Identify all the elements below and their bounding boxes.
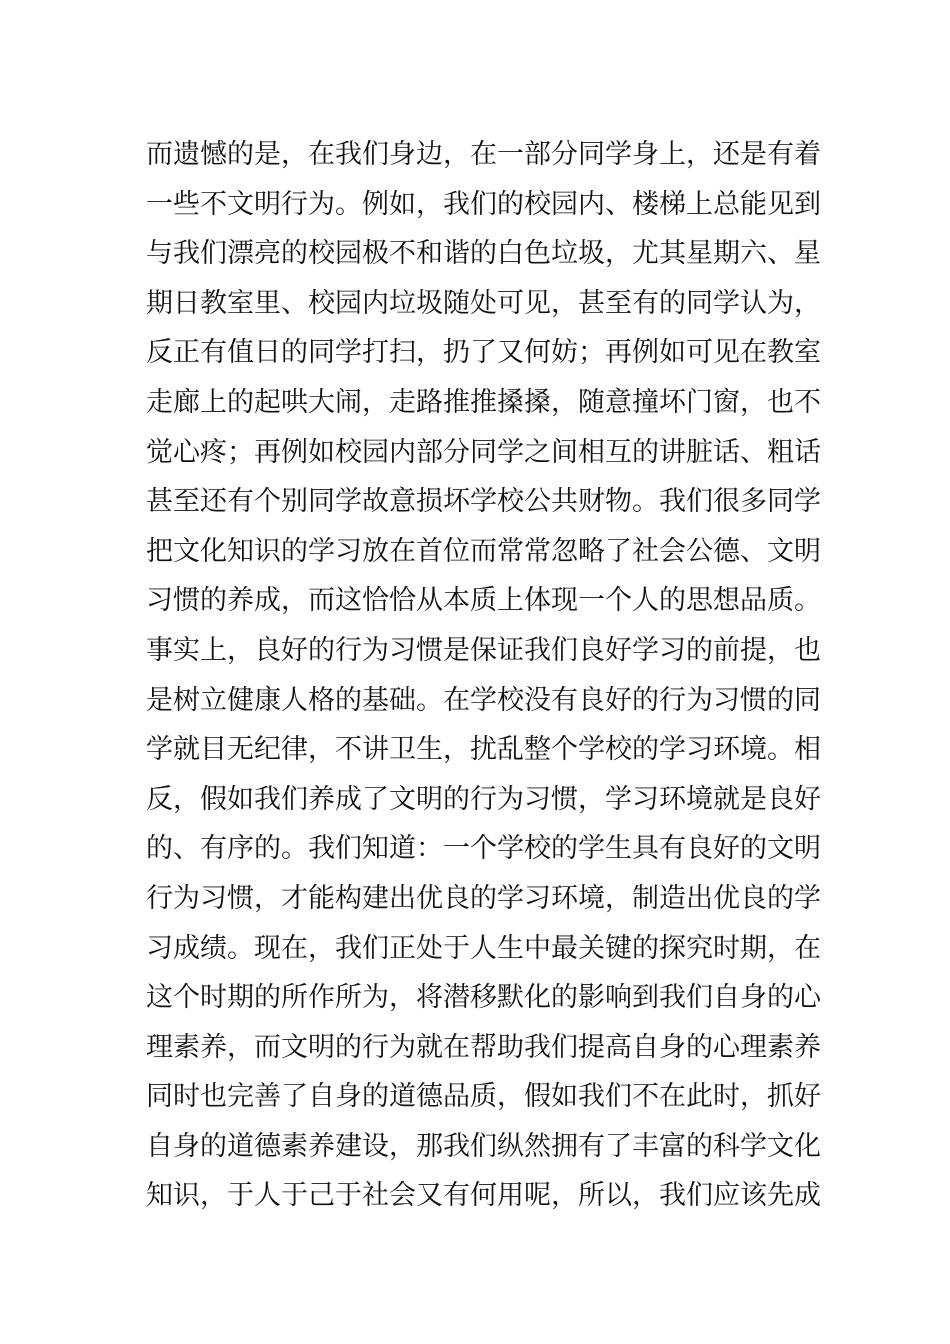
text-line-17: 习成绩。现在，我们正处于人生中最关键的探究时期，在 xyxy=(146,932,821,964)
text-line-1: 而遗憾的是，在我们身边，在一部分同学身上，还是有着 xyxy=(146,139,821,170)
body-text xyxy=(146,130,826,1221)
text-line-14: 反，假如我们养成了文明的行为习惯，学习环境就是良好 xyxy=(146,783,821,815)
text-line-6: 走廊上的起哄大闹，走路推推搡搡，随意撞坏门窗，也不 xyxy=(146,386,821,418)
text-line-21: 自身的道德素养建设，那我们纵然拥有了丰富的科学文化 xyxy=(146,1130,821,1162)
text-line-11: 事实上，良好的行为习惯是保证我们良好学习的前提，也 xyxy=(146,634,821,666)
text-line-15: 的、有序的。我们知道：一个学校的学生具有良好的文明 xyxy=(146,833,821,865)
text-line-19: 理素养，而文明的行为就在帮助我们提高自身的心理素养 xyxy=(146,1031,821,1063)
text-line-3: 与我们漂亮的校园极不和谐的白色垃圾，尤其星期六、星 xyxy=(146,238,821,270)
text-line-20: 同时也完善了自身的道德品质，假如我们不在此时，抓好 xyxy=(146,1081,821,1113)
text-line-10: 习惯的养成，而这恰恰从本质上体现一个人的思想品质。 xyxy=(146,585,821,617)
text-line-5: 反正有值日的同学打扫，扔了又何妨；再例如可见在教室 xyxy=(146,337,821,369)
text-line-22: 知识，于人于己于社会又有何用呢，所以，我们应该先成 xyxy=(146,1180,821,1212)
text-line-8: 甚至还有个别同学故意损坏学校公共财物。我们很多同学 xyxy=(146,486,821,518)
text-line-4: 期日教室里、校园内垃圾随处可见，甚至有的同学认为， xyxy=(146,287,821,319)
text-line-18: 这个时期的所作所为，将潜移默化的影响到我们自身的心 xyxy=(146,982,821,1014)
text-line-13: 学就目无纪律，不讲卫生，扰乱整个学校的学习环境。相 xyxy=(146,734,821,766)
text-line-12: 是树立健康人格的基础。在学校没有良好的行为习惯的同 xyxy=(146,684,821,716)
text-line-9: 把文化知识的学习放在首位而常常忽略了社会公德、文明 xyxy=(146,535,821,567)
text-line-7: 觉心疼；再例如校园内部分同学之间相互的讲脏话、粗话 xyxy=(146,436,821,468)
text-line-2: 一些不文明行为。例如，我们的校园内、楼梯上总能见到 xyxy=(146,188,821,220)
text-line-16: 行为习惯，才能构建出优良的学习环境，制造出优良的学 xyxy=(146,882,821,914)
